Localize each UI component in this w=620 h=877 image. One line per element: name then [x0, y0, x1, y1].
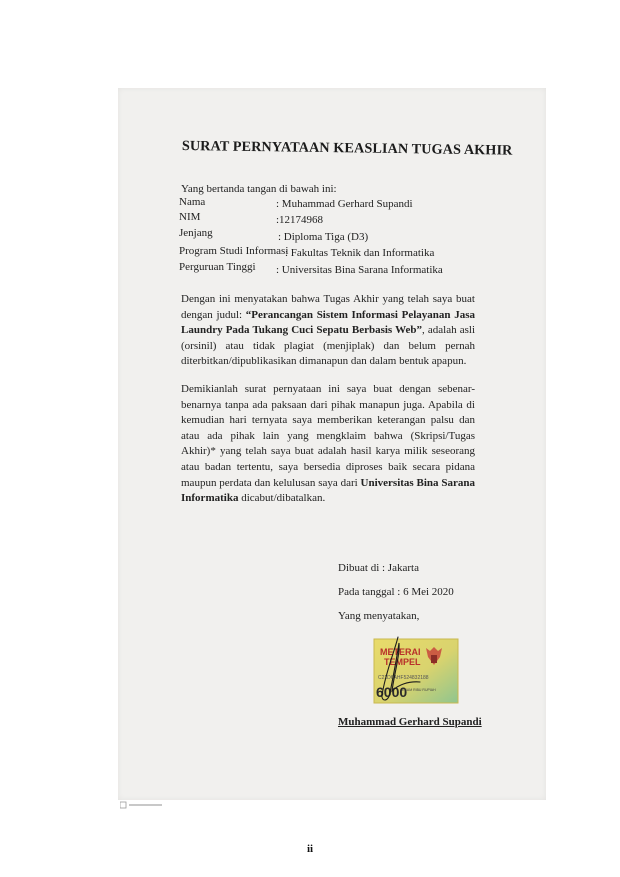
stamp-amount: 6000 [376, 684, 408, 700]
statement-text-end: , adalah asli (orsinil) atau tidak plagiat (menjiplak) dan belum pernah diterbitkan/dipublikasikan dimanapun dan dalam bentuk apapun. [181, 324, 475, 368]
page-number: ii [306, 843, 314, 855]
field-value-prodi: : Fakultas Teknik dan Informatika [285, 247, 435, 259]
duty-stamp [368, 635, 463, 707]
thesis-title: “Perancangan Sistem Informasi Pelayanan Jasa Laundry Pada Tukang Cuci Sepatu Berbasis Web” [181, 308, 476, 337]
signer-name: Muhammad Gerhard Supandi [338, 716, 482, 728]
scanner-watermark [120, 801, 164, 809]
statement-paragraph [181, 292, 475, 370]
stamp-serial: C21D6AHF524832188 [378, 675, 429, 681]
stamp-words: ENAM RIBU RUPIAH [402, 688, 436, 692]
field-value-nama: : Muhammad Gerhard Supandi [276, 198, 413, 210]
field-label-prodi: Program Studi Informasi [179, 245, 289, 257]
field-value-pt: : Universitas Bina Sarana Informatika [276, 264, 443, 276]
field-label-pt: Perguruan Tinggi [179, 261, 256, 273]
stamp-line1: METERAI [380, 647, 421, 657]
field-label-jenjang: Jenjang [179, 227, 213, 239]
date-line: Pada tanggal : 6 Mei 2020 [338, 586, 454, 598]
declaration-text-end: dicabut/dibatalkan. [238, 492, 326, 505]
stamp-line2: TEMPEL [384, 657, 421, 667]
university-name: Universitas Bina Sarana Informatika [181, 476, 475, 505]
intro-text: Yang bertanda tangan di bawah ini: [181, 183, 337, 195]
statement-text: Dengan ini menyatakan bahwa Tugas Akhir yang telah saya buat dengan judul: [181, 293, 475, 321]
document-title: SURAT PERNYATAAN KEASLIAN TUGAS AKHIR [181, 138, 513, 159]
field-label-nim: NIM [179, 211, 201, 223]
field-value-jenjang: : Diploma Tiga (D3) [278, 231, 369, 243]
field-label-nama: Nama [179, 196, 206, 208]
declaration-text: Demikianlah surat pernyataan ini saya buat dengan sebenar-benarnya tanpa ada paksaan dari pihak manapun juga. Apabila di kemudian hari ternyata saya memberikan keterangan palsu dan atau ada pihak lain yang mengklaim bahwa (Skripsi/Tugas Akhir)* yang telah saya buat adalah hasil karya milik seseorang atau badan tertentu, saya bersedia diproses baik secara pidana maupun perdata dan kelulusan saya dari [181, 383, 475, 489]
field-value-nim: :12174968 [276, 214, 324, 226]
declaration-paragraph [181, 382, 475, 507]
place-line: Dibuat di : Jakarta [338, 562, 419, 574]
closing-line: Yang menyatakan, [338, 610, 420, 622]
